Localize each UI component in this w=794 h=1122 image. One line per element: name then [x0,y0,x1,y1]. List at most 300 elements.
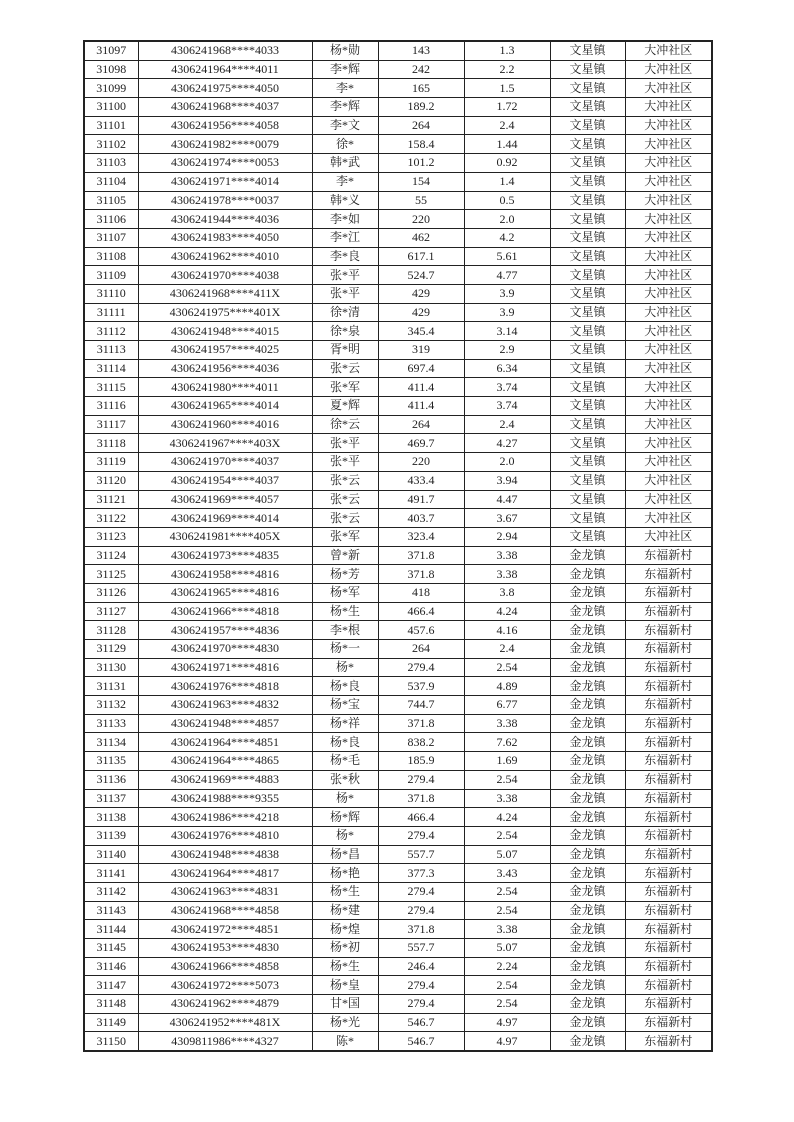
id-number-cell: 4306241969****4014 [138,509,312,528]
id-number-cell: 4306241968****4858 [138,901,312,920]
serial-number-cell: 31149 [84,1013,138,1032]
town-cell: 金龙镇 [550,808,625,827]
name-cell: 杨*一 [312,640,378,659]
name-cell: 张*云 [312,490,378,509]
id-number-cell: 4306241982****0079 [138,135,312,154]
town-cell: 文星镇 [550,247,625,266]
serial-number-cell: 31109 [84,266,138,285]
table-row [84,640,712,659]
amount-cell: 319 [378,341,464,360]
community-cell: 东福新村 [625,882,712,901]
serial-number-cell: 31144 [84,920,138,939]
amount-cell: 371.8 [378,546,464,565]
id-number-cell: 4306241964****4865 [138,752,312,771]
table-row [84,677,712,696]
serial-number-cell: 31102 [84,135,138,154]
name-cell: 胥*明 [312,341,378,360]
serial-number-cell: 31121 [84,490,138,509]
amount-cell: 220 [378,210,464,229]
town-cell: 金龙镇 [550,621,625,640]
amount-cell: 165 [378,79,464,98]
community-cell: 大冲社区 [625,322,712,341]
id-number-cell: 4306241969****4057 [138,490,312,509]
name-cell: 徐*清 [312,303,378,322]
amount-cell: 242 [378,60,464,79]
id-number-cell: 4306241976****4810 [138,826,312,845]
serial-number-cell: 31140 [84,845,138,864]
id-number-cell: 4306241944****4036 [138,210,312,229]
value-cell: 3.38 [464,546,550,565]
table-row [84,976,712,995]
table-row [84,696,712,715]
serial-number-cell: 31131 [84,677,138,696]
name-cell: 杨*毛 [312,752,378,771]
community-cell: 大冲社区 [625,509,712,528]
table-row [84,191,712,210]
town-cell: 金龙镇 [550,677,625,696]
town-cell: 金龙镇 [550,995,625,1014]
value-cell: 2.0 [464,453,550,472]
amount-cell: 411.4 [378,397,464,416]
community-cell: 大冲社区 [625,471,712,490]
community-cell: 大冲社区 [625,154,712,173]
name-cell: 韩*武 [312,154,378,173]
community-cell: 东福新村 [625,621,712,640]
town-cell: 金龙镇 [550,583,625,602]
town-cell: 金龙镇 [550,770,625,789]
serial-number-cell: 31139 [84,826,138,845]
name-cell: 徐*云 [312,415,378,434]
value-cell: 2.54 [464,901,550,920]
amount-cell: 189.2 [378,98,464,117]
value-cell: 3.38 [464,565,550,584]
serial-number-cell: 31115 [84,378,138,397]
town-cell: 文星镇 [550,434,625,453]
community-cell: 大冲社区 [625,60,712,79]
amount-cell: 466.4 [378,808,464,827]
town-cell: 文星镇 [550,116,625,135]
value-cell: 4.16 [464,621,550,640]
serial-number-cell: 31104 [84,172,138,191]
id-number-cell: 4306241957****4025 [138,341,312,360]
value-cell: 3.9 [464,303,550,322]
name-cell: 杨*军 [312,583,378,602]
serial-number-cell: 31124 [84,546,138,565]
id-number-cell: 4306241980****4011 [138,378,312,397]
id-number-cell: 4306241958****4816 [138,565,312,584]
town-cell: 文星镇 [550,228,625,247]
table-row [84,303,712,322]
community-cell: 大冲社区 [625,453,712,472]
community-cell: 东福新村 [625,976,712,995]
serial-number-cell: 31132 [84,696,138,715]
table-row [84,752,712,771]
town-cell: 金龙镇 [550,957,625,976]
amount-cell: 55 [378,191,464,210]
table-row [84,98,712,117]
serial-number-cell: 31097 [84,41,138,60]
town-cell: 金龙镇 [550,546,625,565]
table-row [84,341,712,360]
amount-cell: 524.7 [378,266,464,285]
value-cell: 3.43 [464,864,550,883]
serial-number-cell: 31111 [84,303,138,322]
serial-number-cell: 31126 [84,583,138,602]
amount-cell: 557.7 [378,845,464,864]
table-row [84,284,712,303]
community-cell: 大冲社区 [625,247,712,266]
serial-number-cell: 31107 [84,228,138,247]
id-number-cell: 4306241963****4832 [138,696,312,715]
table-row [84,583,712,602]
amount-cell: 279.4 [378,995,464,1014]
value-cell: 4.47 [464,490,550,509]
serial-number-cell: 31127 [84,602,138,621]
name-cell: 李*辉 [312,60,378,79]
table-row [84,565,712,584]
table-row [84,490,712,509]
name-cell: 杨*光 [312,1013,378,1032]
town-cell: 文星镇 [550,509,625,528]
serial-number-cell: 31138 [84,808,138,827]
value-cell: 3.8 [464,583,550,602]
name-cell: 张*平 [312,453,378,472]
name-cell: 杨*宝 [312,696,378,715]
table-row [84,527,712,546]
serial-number-cell: 31128 [84,621,138,640]
town-cell: 金龙镇 [550,1013,625,1032]
amount-cell: 185.9 [378,752,464,771]
id-number-cell: 4306241948****4015 [138,322,312,341]
name-cell: 徐*泉 [312,322,378,341]
id-number-cell: 4306241973****4835 [138,546,312,565]
table-row [84,359,712,378]
serial-number-cell: 31120 [84,471,138,490]
town-cell: 金龙镇 [550,901,625,920]
id-number-cell: 4306241975****401X [138,303,312,322]
value-cell: 3.74 [464,397,550,416]
amount-cell: 371.8 [378,920,464,939]
table-body [84,41,712,1051]
table-row [84,882,712,901]
value-cell: 2.4 [464,640,550,659]
serial-number-cell: 31150 [84,1032,138,1051]
serial-number-cell: 31103 [84,154,138,173]
table-row [84,228,712,247]
value-cell: 3.94 [464,471,550,490]
id-number-cell: 4306241962****4879 [138,995,312,1014]
value-cell: 1.5 [464,79,550,98]
community-cell: 大冲社区 [625,210,712,229]
value-cell: 4.24 [464,808,550,827]
id-number-cell: 4306241956****4058 [138,116,312,135]
id-number-cell: 4306241964****4851 [138,733,312,752]
id-number-cell: 4306241975****4050 [138,79,312,98]
amount-cell: 469.7 [378,434,464,453]
serial-number-cell: 31137 [84,789,138,808]
community-cell: 东福新村 [625,696,712,715]
town-cell: 文星镇 [550,284,625,303]
id-number-cell: 4306241972****4851 [138,920,312,939]
value-cell: 2.4 [464,116,550,135]
id-number-cell: 4306241966****4858 [138,957,312,976]
amount-cell: 466.4 [378,602,464,621]
name-cell: 杨*芳 [312,565,378,584]
table-row [84,79,712,98]
community-cell: 东福新村 [625,658,712,677]
community-cell: 东福新村 [625,546,712,565]
value-cell: 4.27 [464,434,550,453]
community-cell: 大冲社区 [625,135,712,154]
town-cell: 文星镇 [550,397,625,416]
table-row [84,116,712,135]
serial-number-cell: 31119 [84,453,138,472]
town-cell: 文星镇 [550,60,625,79]
name-cell: 李* [312,79,378,98]
town-cell: 文星镇 [550,341,625,360]
table-row [84,434,712,453]
town-cell: 文星镇 [550,154,625,173]
serial-number-cell: 31116 [84,397,138,416]
value-cell: 3.38 [464,714,550,733]
community-cell: 东福新村 [625,939,712,958]
value-cell: 1.44 [464,135,550,154]
name-cell: 杨*初 [312,939,378,958]
serial-number-cell: 31122 [84,509,138,528]
name-cell: 杨*生 [312,882,378,901]
id-number-cell: 4306241963****4831 [138,882,312,901]
community-cell: 东福新村 [625,583,712,602]
name-cell: 张*军 [312,527,378,546]
table-row [84,471,712,490]
serial-number-cell: 31100 [84,98,138,117]
id-number-cell: 4306241948****4838 [138,845,312,864]
serial-number-cell: 31130 [84,658,138,677]
town-cell: 金龙镇 [550,602,625,621]
id-number-cell: 4306241983****4050 [138,228,312,247]
community-cell: 东福新村 [625,770,712,789]
table-row [84,920,712,939]
serial-number-cell: 31114 [84,359,138,378]
id-number-cell: 4306241960****4016 [138,415,312,434]
table-row [84,322,712,341]
table-row [84,41,712,60]
serial-number-cell: 31142 [84,882,138,901]
name-cell: 张*军 [312,378,378,397]
value-cell: 2.0 [464,210,550,229]
id-number-cell: 4306241967****403X [138,434,312,453]
table-row [84,621,712,640]
serial-number-cell: 31133 [84,714,138,733]
serial-number-cell: 31143 [84,901,138,920]
community-cell: 大冲社区 [625,415,712,434]
name-cell: 韩*义 [312,191,378,210]
id-number-cell: 4306241968****4033 [138,41,312,60]
id-number-cell: 4306241988****9355 [138,789,312,808]
serial-number-cell: 31146 [84,957,138,976]
table-row [84,509,712,528]
value-cell: 3.14 [464,322,550,341]
name-cell: 甘*国 [312,995,378,1014]
id-number-cell: 4306241965****4816 [138,583,312,602]
serial-number-cell: 31135 [84,752,138,771]
id-number-cell: 4306241978****0037 [138,191,312,210]
value-cell: 3.38 [464,789,550,808]
town-cell: 金龙镇 [550,1032,625,1051]
name-cell: 杨*良 [312,733,378,752]
town-cell: 金龙镇 [550,565,625,584]
amount-cell: 462 [378,228,464,247]
serial-number-cell: 31136 [84,770,138,789]
name-cell: 杨* [312,658,378,677]
id-number-cell: 4306241971****4014 [138,172,312,191]
table-row [84,378,712,397]
table-row [84,397,712,416]
table-row [84,658,712,677]
name-cell: 张*云 [312,359,378,378]
table-row [84,733,712,752]
serial-number-cell: 31145 [84,939,138,958]
table-row [84,135,712,154]
name-cell: 曾*新 [312,546,378,565]
name-cell: 徐* [312,135,378,154]
serial-number-cell: 31141 [84,864,138,883]
community-cell: 东福新村 [625,864,712,883]
serial-number-cell: 31148 [84,995,138,1014]
table-row [84,1013,712,1032]
serial-number-cell: 31134 [84,733,138,752]
town-cell: 文星镇 [550,79,625,98]
amount-cell: 546.7 [378,1013,464,1032]
community-cell: 东福新村 [625,808,712,827]
value-cell: 0.5 [464,191,550,210]
community-cell: 东福新村 [625,789,712,808]
name-cell: 张*云 [312,471,378,490]
amount-cell: 457.6 [378,621,464,640]
community-cell: 大冲社区 [625,341,712,360]
amount-cell: 279.4 [378,901,464,920]
town-cell: 金龙镇 [550,640,625,659]
name-cell: 张*秋 [312,770,378,789]
serial-number-cell: 31123 [84,527,138,546]
id-number-cell: 4306241968****4037 [138,98,312,117]
value-cell: 4.24 [464,602,550,621]
table-row [84,60,712,79]
community-cell: 东福新村 [625,565,712,584]
table-row [84,789,712,808]
amount-cell: 617.1 [378,247,464,266]
amount-cell: 101.2 [378,154,464,173]
id-number-cell: 4306241971****4816 [138,658,312,677]
amount-cell: 546.7 [378,1032,464,1051]
community-cell: 东福新村 [625,714,712,733]
town-cell: 金龙镇 [550,920,625,939]
name-cell: 李*根 [312,621,378,640]
community-cell: 东福新村 [625,677,712,696]
community-cell: 大冲社区 [625,359,712,378]
table-row [84,154,712,173]
amount-cell: 279.4 [378,826,464,845]
value-cell: 3.67 [464,509,550,528]
community-cell: 大冲社区 [625,303,712,322]
community-cell: 大冲社区 [625,434,712,453]
id-number-cell: 4306241954****4037 [138,471,312,490]
town-cell: 金龙镇 [550,733,625,752]
town-cell: 文星镇 [550,191,625,210]
amount-cell: 744.7 [378,696,464,715]
community-cell: 大冲社区 [625,98,712,117]
name-cell: 夏*辉 [312,397,378,416]
community-cell: 东福新村 [625,957,712,976]
value-cell: 0.92 [464,154,550,173]
town-cell: 金龙镇 [550,939,625,958]
value-cell: 4.97 [464,1032,550,1051]
town-cell: 文星镇 [550,303,625,322]
serial-number-cell: 31101 [84,116,138,135]
amount-cell: 411.4 [378,378,464,397]
name-cell: 杨*皇 [312,976,378,995]
amount-cell: 403.7 [378,509,464,528]
town-cell: 文星镇 [550,453,625,472]
table-row [84,453,712,472]
amount-cell: 264 [378,116,464,135]
name-cell: 李*江 [312,228,378,247]
id-number-cell: 4306241964****4011 [138,60,312,79]
community-cell: 大冲社区 [625,79,712,98]
serial-number-cell: 31147 [84,976,138,995]
community-cell: 大冲社区 [625,116,712,135]
community-cell: 大冲社区 [625,172,712,191]
name-cell: 杨*祥 [312,714,378,733]
serial-number-cell: 31129 [84,640,138,659]
id-number-cell: 4306241952****481X [138,1013,312,1032]
name-cell: 杨* [312,826,378,845]
value-cell: 2.54 [464,826,550,845]
value-cell: 3.74 [464,378,550,397]
amount-cell: 377.3 [378,864,464,883]
town-cell: 文星镇 [550,98,625,117]
id-number-cell: 4306241970****4830 [138,640,312,659]
value-cell: 1.4 [464,172,550,191]
name-cell: 李* [312,172,378,191]
value-cell: 2.54 [464,976,550,995]
community-cell: 东福新村 [625,901,712,920]
value-cell: 2.94 [464,527,550,546]
value-cell: 3.38 [464,920,550,939]
amount-cell: 429 [378,284,464,303]
name-cell: 杨*勋 [312,41,378,60]
id-number-cell: 4306241970****4038 [138,266,312,285]
town-cell: 文星镇 [550,490,625,509]
amount-cell: 838.2 [378,733,464,752]
table-row [84,957,712,976]
community-cell: 东福新村 [625,602,712,621]
id-number-cell: 4306241970****4037 [138,453,312,472]
amount-cell: 345.4 [378,322,464,341]
serial-number-cell: 31098 [84,60,138,79]
town-cell: 金龙镇 [550,976,625,995]
town-cell: 文星镇 [550,471,625,490]
community-cell: 东福新村 [625,1032,712,1051]
name-cell: 杨*煌 [312,920,378,939]
id-number-cell: 4306241956****4036 [138,359,312,378]
community-cell: 东福新村 [625,826,712,845]
amount-cell: 433.4 [378,471,464,490]
community-cell: 大冲社区 [625,266,712,285]
value-cell: 3.9 [464,284,550,303]
id-number-cell: 4306241968****411X [138,284,312,303]
table-row [84,826,712,845]
